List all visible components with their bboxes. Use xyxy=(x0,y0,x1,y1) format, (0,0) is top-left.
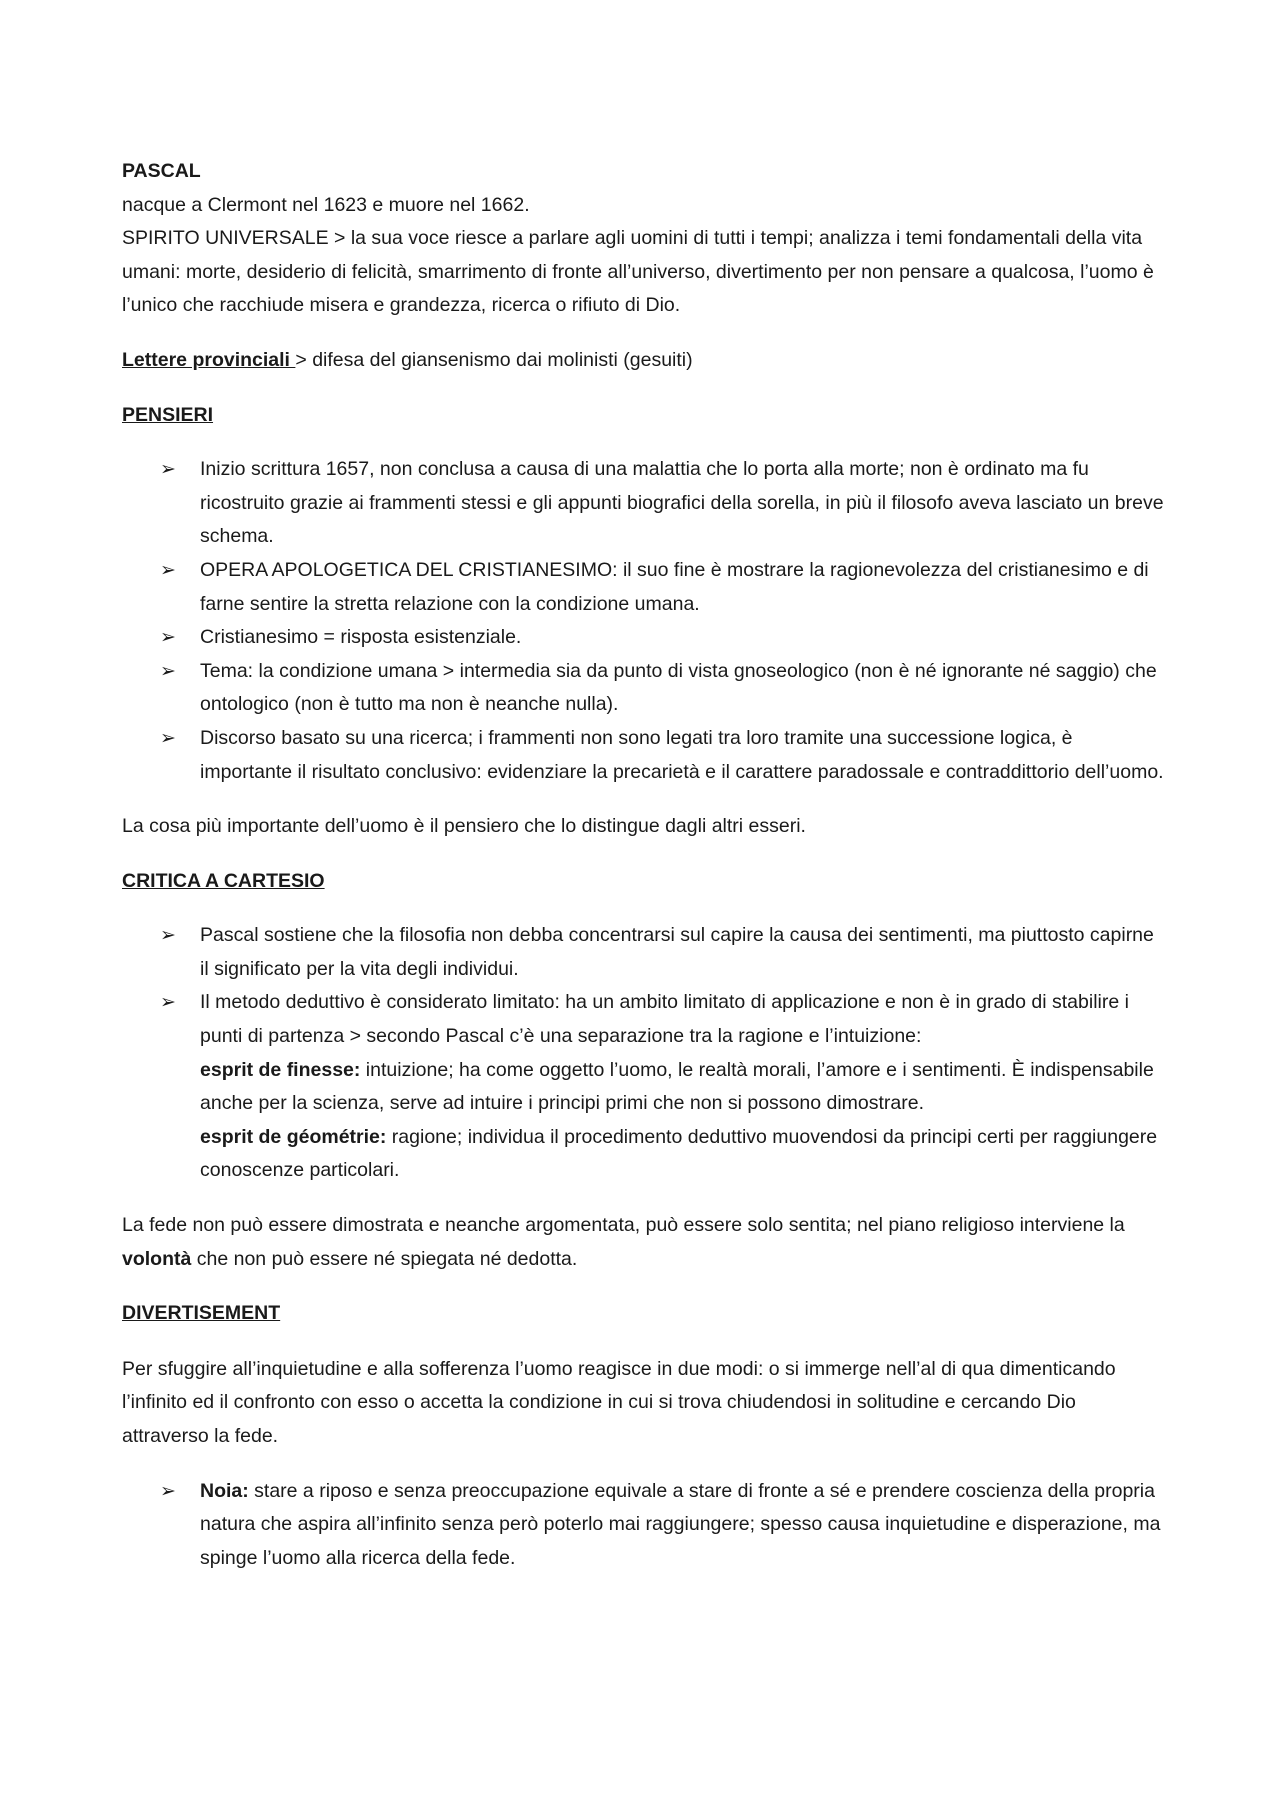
pensieri-list xyxy=(122,453,1167,789)
list-item: ➢ Tema: la condizione umana > intermedia sia da punto di vista gnoseologico (non è né ignorante né saggio) che ontologico (non è tutto ma non è neanche nulla). xyxy=(122,655,1167,722)
divertisement-heading: DIVERTISEMENT xyxy=(122,1302,281,1325)
lettere-text: > difesa del giansenismo dai molinisti (gesuiti) xyxy=(295,348,693,371)
intro-paragraph: SPIRITO UNIVERSALE > la sua voce riesce a parlare agli uomini di tutti i tempi; analizza i temi fondamentali della vita umani: morte, desiderio di felicità, smarrimento di fronte all’universo, divertimento per non pensare a qualcosa, l’uomo è l’unico che racchiude misera e grandezza, ricerca o rifiuto di Dio. xyxy=(122,227,1154,317)
fede-paragraph: La fede non può essere dimostrata e neanche argomentata, può essere solo sentita; nel piano religioso interviene la volontà che non può essere né spiegata né dedotta. xyxy=(122,1214,1125,1270)
critica-heading-line xyxy=(122,865,1167,899)
divertisement-heading-line xyxy=(122,1297,1167,1331)
arrowhead-bullet-icon: ➢ xyxy=(160,991,176,1014)
arrowhead-bullet-icon: ➢ xyxy=(160,659,176,682)
divertisement-paragraph: Per sfuggire all’inquietudine e alla sofferenza l’uomo reagisce in due modi: o si immerge nell’al di qua dimenticando l’infinito ed il confronto con esso o accetta la condizione in cui si trova chiudendosi in solitudine e cercando Dio attraverso la fede. xyxy=(122,1357,1116,1447)
arrowhead-bullet-icon: ➢ xyxy=(160,924,176,947)
arrowhead-bullet-icon: ➢ xyxy=(160,458,176,481)
document-page xyxy=(122,155,1167,1575)
list-item: ➢ Pascal sostiene che la filosofia non debba concentrarsi sul capire la causa dei sentimenti, ma piuttosto capirne il significato per la vita degli individui. xyxy=(122,919,1167,986)
critica-list xyxy=(122,919,1167,1188)
document-title: PASCAL xyxy=(122,160,201,182)
lettere-paragraph xyxy=(122,344,1167,378)
arrowhead-bullet-icon: ➢ xyxy=(160,558,176,581)
lettere-label: Lettere provinciali xyxy=(122,348,296,371)
list-item: ➢ Discorso basato su una ricerca; i frammenti non sono legati tra loro tramite una successione logica, è importante il risultato conclusivo: evidenziare la precarietà e il carattere paradossale e contraddittorio dell’uomo. xyxy=(122,722,1167,789)
volonta-term: volontà xyxy=(122,1247,192,1270)
list-item: ➢ Noia: stare a riposo e senza preoccupazione equivale a stare di fronte a sé e prendere coscienza della propria natura che aspira all’infinito senza però poterlo mai raggiungere; spesso causa inquietudine e disperazione, ma spinge l’uomo alla ricerca della fede. xyxy=(122,1475,1167,1576)
list-item: ➢ Cristianesimo = risposta esistenziale. xyxy=(122,621,1167,655)
list-item: ➢ Inizio scrittura 1657, non conclusa a causa di una malattia che lo porta alla morte; non è ordinato ma fu ricostruito grazie ai frammenti stessi e gli appunti biografici della sorella, in più il filosofo aveva lasciato un breve schema. xyxy=(122,453,1167,554)
geometrie-label: esprit de géométrie: xyxy=(200,1125,387,1148)
list-item: ➢ OPERA APOLOGETICA DEL CRISTIANESIMO: il suo fine è mostrare la ragionevolezza del cristianesimo e di farne sentire la stretta relazione con la condizione umana. xyxy=(122,554,1167,621)
arrowhead-bullet-icon: ➢ xyxy=(160,726,176,749)
finesse-label: esprit de finesse: xyxy=(200,1058,361,1081)
pensiero-paragraph: La cosa più importante dell’uomo è il pensiero che lo distingue dagli altri esseri. xyxy=(122,815,806,838)
pensieri-heading: PENSIERI xyxy=(122,403,214,426)
birth-death-line: nacque a Clermont nel 1623 e muore nel 1662. xyxy=(122,193,530,216)
pensieri-heading-line xyxy=(122,399,1167,433)
arrowhead-bullet-icon: ➢ xyxy=(160,626,176,649)
divertisement-list xyxy=(122,1475,1167,1576)
critica-heading: CRITICA A CARTESIO xyxy=(122,869,325,892)
noia-label: Noia: xyxy=(200,1479,249,1502)
list-item: ➢ Il metodo deduttivo è considerato limitato: ha un ambito limitato di applicazione e non è in grado di stabilire i punti di partenza > secondo Pascal c’è una separazione tra la ragione e l’intuizione: esprit de finesse: intuizione; ha come oggetto l’uomo, le realtà morali, l’amore e i sentimenti. È indispensabile anche per la scienza, serve ad intuire i principi primi che non si possono dimostrare. esprit de géométrie: ragione; individua il procedimento deduttivo muovendosi da principi certi per raggiungere conoscenze particolari. xyxy=(122,986,1167,1188)
arrowhead-bullet-icon: ➢ xyxy=(160,1479,176,1502)
